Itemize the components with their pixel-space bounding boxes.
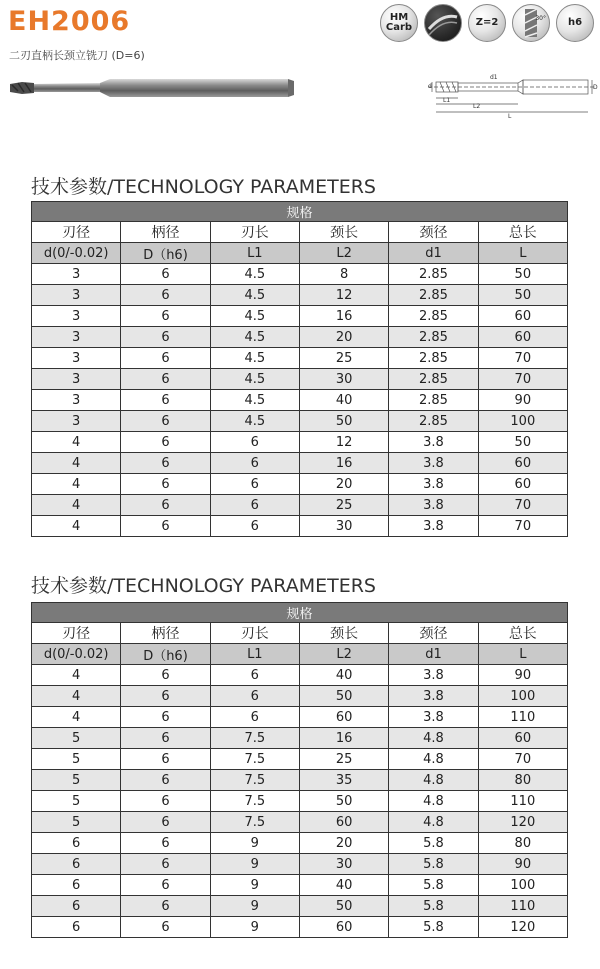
badge-angle-label: 30° (535, 15, 546, 22)
cell-neck-length: 60 (299, 812, 388, 833)
cell-neck-length: 40 (299, 390, 388, 411)
cell-neck-length: 16 (299, 306, 388, 327)
table-row (32, 306, 568, 327)
cell-shank-diameter: 6 (121, 432, 210, 453)
cell-shank-diameter: 6 (121, 348, 210, 369)
table-row (32, 495, 568, 516)
dim-L1-label: L1 (443, 97, 451, 104)
cell-flute-length: 4.5 (210, 390, 299, 411)
cell-shank-diameter: 6 (121, 686, 210, 707)
cell-flute-length: 4.5 (210, 327, 299, 348)
cell-neck-diameter: 4.8 (389, 728, 478, 749)
table-row (32, 327, 568, 348)
cell-overall-length: 110 (478, 791, 567, 812)
cell-flute-length: 7.5 (210, 749, 299, 770)
cell-flute-length: 6 (210, 665, 299, 686)
cell-overall-length: 70 (478, 749, 567, 770)
cell-flute-length: 4.5 (210, 306, 299, 327)
cell-overall-length: 100 (478, 686, 567, 707)
cell-cutting-diameter: 6 (32, 896, 121, 917)
header-neck-diameter: 颈径 (389, 623, 478, 644)
cell-overall-length: 80 (478, 770, 567, 791)
cell-cutting-diameter: 3 (32, 369, 121, 390)
header-flute-length: 刃长 (210, 623, 299, 644)
cell-shank-diameter: 6 (121, 896, 210, 917)
cell-neck-diameter: 5.8 (389, 896, 478, 917)
subheader-d: d(0/-0.02) (32, 243, 121, 264)
table-row (32, 474, 568, 495)
cell-overall-length: 100 (478, 411, 567, 432)
cell-cutting-diameter: 3 (32, 306, 121, 327)
cell-flute-length: 7.5 (210, 770, 299, 791)
cell-overall-length: 120 (478, 812, 567, 833)
parameters-title-1: 技术参数/TECHNOLOGY PARAMETERS (31, 176, 376, 198)
cell-shank-diameter: 6 (121, 707, 210, 728)
cell-shank-diameter: 6 (121, 854, 210, 875)
subheader-L: L (478, 644, 567, 665)
header-shank-diameter: 柄径 (121, 623, 210, 644)
cell-neck-length: 25 (299, 749, 388, 770)
cell-neck-diameter: 4.8 (389, 812, 478, 833)
cell-overall-length: 60 (478, 327, 567, 348)
cell-cutting-diameter: 4 (32, 707, 121, 728)
subheader-d1: d1 (389, 243, 478, 264)
cell-shank-diameter: 6 (121, 917, 210, 938)
cell-overall-length: 60 (478, 453, 567, 474)
end-mill-image (0, 70, 300, 120)
cell-neck-diameter: 3.8 (389, 474, 478, 495)
cell-cutting-diameter: 4 (32, 432, 121, 453)
spec-header: 规格 (32, 202, 568, 222)
header-neck-length: 颈长 (299, 623, 388, 644)
cell-overall-length: 70 (478, 348, 567, 369)
subheader-L1: L1 (210, 243, 299, 264)
cell-neck-diameter: 3.8 (389, 516, 478, 537)
table-row (32, 896, 568, 917)
cell-shank-diameter: 6 (121, 285, 210, 306)
cell-cutting-diameter: 3 (32, 348, 121, 369)
cell-neck-diameter: 2.85 (389, 411, 478, 432)
cell-flute-length: 6 (210, 453, 299, 474)
parameters-table-1 (31, 201, 568, 537)
cell-neck-diameter: 2.85 (389, 390, 478, 411)
cell-neck-length: 35 (299, 770, 388, 791)
cell-neck-length: 40 (299, 665, 388, 686)
spec-header: 规格 (32, 603, 568, 623)
cell-neck-diameter: 4.8 (389, 749, 478, 770)
dim-D-label: D (593, 84, 598, 91)
cell-shank-diameter: 6 (121, 770, 210, 791)
cell-shank-diameter: 6 (121, 264, 210, 285)
cell-neck-diameter: 3.8 (389, 453, 478, 474)
table-row (32, 665, 568, 686)
table-row (32, 833, 568, 854)
cell-overall-length: 60 (478, 306, 567, 327)
cell-cutting-diameter: 3 (32, 327, 121, 348)
table-row (32, 770, 568, 791)
cell-neck-length: 50 (299, 411, 388, 432)
cell-shank-diameter: 6 (121, 327, 210, 348)
cell-neck-length: 20 (299, 833, 388, 854)
cell-neck-diameter: 5.8 (389, 917, 478, 938)
cell-neck-length: 50 (299, 686, 388, 707)
cell-flute-length: 9 (210, 854, 299, 875)
cell-cutting-diameter: 3 (32, 411, 121, 432)
badge-hm-label: HM (389, 12, 409, 23)
cell-neck-diameter: 3.8 (389, 686, 478, 707)
cell-flute-length: 9 (210, 875, 299, 896)
cell-cutting-diameter: 3 (32, 390, 121, 411)
cell-flute-length: 6 (210, 686, 299, 707)
table-row (32, 728, 568, 749)
cell-overall-length: 70 (478, 516, 567, 537)
cell-shank-diameter: 6 (121, 495, 210, 516)
cell-neck-length: 30 (299, 516, 388, 537)
cell-flute-length: 9 (210, 917, 299, 938)
header-cutting-diameter: 刃径 (32, 222, 121, 243)
dim-L2-label: L2 (473, 103, 481, 110)
cell-neck-diameter: 5.8 (389, 833, 478, 854)
header-cutting-diameter: 刃径 (32, 623, 121, 644)
table-row (32, 390, 568, 411)
table-row (32, 369, 568, 390)
badge-carb-label: Carb (385, 22, 413, 33)
table-row (32, 686, 568, 707)
cell-neck-length: 8 (299, 264, 388, 285)
dim-d1-label: d1 (490, 74, 498, 81)
subheader-d1: d1 (389, 644, 478, 665)
cell-neck-diameter: 5.8 (389, 875, 478, 896)
cell-neck-diameter: 4.8 (389, 791, 478, 812)
cell-neck-length: 30 (299, 854, 388, 875)
cell-cutting-diameter: 4 (32, 453, 121, 474)
cell-shank-diameter: 6 (121, 728, 210, 749)
cell-shank-diameter: 6 (121, 875, 210, 896)
cell-flute-length: 9 (210, 833, 299, 854)
cell-overall-length: 110 (478, 707, 567, 728)
table-row (32, 516, 568, 537)
cell-flute-length: 7.5 (210, 728, 299, 749)
cell-flute-length: 6 (210, 474, 299, 495)
cell-neck-diameter: 5.8 (389, 854, 478, 875)
cell-flute-length: 6 (210, 707, 299, 728)
cell-cutting-diameter: 6 (32, 875, 121, 896)
cell-neck-length: 25 (299, 348, 388, 369)
cell-overall-length: 90 (478, 665, 567, 686)
helix-surface-badge (424, 4, 462, 42)
cell-neck-length: 12 (299, 285, 388, 306)
header-shank-diameter: 柄径 (121, 222, 210, 243)
cell-neck-length: 50 (299, 896, 388, 917)
badge-h6-label: h6 (567, 17, 583, 28)
parameters-title-2: 技术参数/TECHNOLOGY PARAMETERS (31, 575, 376, 597)
header-neck-length: 颈长 (299, 222, 388, 243)
cell-cutting-diameter: 4 (32, 516, 121, 537)
cell-cutting-diameter: 6 (32, 854, 121, 875)
subheader-d: d(0/-0.02) (32, 644, 121, 665)
table-row (32, 917, 568, 938)
cell-cutting-diameter: 5 (32, 728, 121, 749)
cell-shank-diameter: 6 (121, 665, 210, 686)
cell-shank-diameter: 6 (121, 812, 210, 833)
subheader-D: D（h6) (121, 243, 210, 264)
subheader-L2: L2 (299, 243, 388, 264)
cell-shank-diameter: 6 (121, 749, 210, 770)
cell-cutting-diameter: 5 (32, 812, 121, 833)
dim-d-label: d (428, 83, 432, 90)
cell-neck-length: 50 (299, 791, 388, 812)
table-row (32, 264, 568, 285)
helix-angle-badge (512, 4, 550, 42)
cell-neck-diameter: 4.8 (389, 770, 478, 791)
cell-overall-length: 60 (478, 474, 567, 495)
cell-flute-length: 7.5 (210, 812, 299, 833)
parameters-table-2 (31, 602, 568, 938)
table-row (32, 854, 568, 875)
header-flute-length: 刃长 (210, 222, 299, 243)
cell-cutting-diameter: 3 (32, 285, 121, 306)
cell-shank-diameter: 6 (121, 306, 210, 327)
cell-shank-diameter: 6 (121, 369, 210, 390)
technical-drawing (428, 70, 598, 120)
cell-overall-length: 70 (478, 369, 567, 390)
cell-shank-diameter: 6 (121, 516, 210, 537)
cell-flute-length: 4.5 (210, 285, 299, 306)
header-neck-diameter: 颈径 (389, 222, 478, 243)
table-row (32, 432, 568, 453)
flute-count-badge (468, 4, 506, 42)
cell-neck-length: 25 (299, 495, 388, 516)
cell-neck-length: 16 (299, 453, 388, 474)
cell-flute-length: 4.5 (210, 264, 299, 285)
cell-flute-length: 6 (210, 432, 299, 453)
cell-overall-length: 60 (478, 728, 567, 749)
cell-overall-length: 90 (478, 854, 567, 875)
table-row (32, 285, 568, 306)
cell-flute-length: 6 (210, 516, 299, 537)
cell-neck-diameter: 2.85 (389, 348, 478, 369)
cell-neck-diameter: 2.85 (389, 264, 478, 285)
product-subtitle: 二刃直柄长颈立铣刀 (D=6) (9, 49, 145, 62)
product-model: EH2006 (8, 6, 131, 37)
cell-cutting-diameter: 4 (32, 474, 121, 495)
cell-neck-diameter: 2.85 (389, 306, 478, 327)
cell-overall-length: 80 (478, 833, 567, 854)
cell-overall-length: 50 (478, 264, 567, 285)
cell-neck-length: 20 (299, 474, 388, 495)
subheader-L2: L2 (299, 644, 388, 665)
cell-shank-diameter: 6 (121, 791, 210, 812)
cell-neck-length: 60 (299, 917, 388, 938)
table-row (32, 411, 568, 432)
cell-cutting-diameter: 6 (32, 917, 121, 938)
cell-shank-diameter: 6 (121, 833, 210, 854)
cell-neck-diameter: 3.8 (389, 495, 478, 516)
cell-cutting-diameter: 5 (32, 770, 121, 791)
header-overall-length: 总长 (478, 623, 567, 644)
tolerance-badge (556, 4, 594, 42)
cell-cutting-diameter: 4 (32, 665, 121, 686)
cell-cutting-diameter: 3 (32, 264, 121, 285)
cell-shank-diameter: 6 (121, 453, 210, 474)
cell-neck-length: 40 (299, 875, 388, 896)
cell-cutting-diameter: 4 (32, 495, 121, 516)
helix-lines-icon (425, 5, 461, 41)
cell-cutting-diameter: 6 (32, 833, 121, 854)
hm-carbide-badge (380, 4, 418, 42)
cell-flute-length: 7.5 (210, 791, 299, 812)
cell-neck-diameter: 2.85 (389, 285, 478, 306)
cell-cutting-diameter: 4 (32, 686, 121, 707)
cell-overall-length: 90 (478, 390, 567, 411)
cell-overall-length: 50 (478, 285, 567, 306)
table-row (32, 707, 568, 728)
cell-flute-length: 6 (210, 495, 299, 516)
table-row (32, 749, 568, 770)
dim-L-label: L (508, 113, 512, 120)
cell-neck-length: 60 (299, 707, 388, 728)
cell-neck-diameter: 3.8 (389, 432, 478, 453)
cell-flute-length: 9 (210, 896, 299, 917)
subheader-L1: L1 (210, 644, 299, 665)
cell-overall-length: 70 (478, 495, 567, 516)
table-row (32, 791, 568, 812)
cell-cutting-diameter: 5 (32, 749, 121, 770)
cell-neck-length: 16 (299, 728, 388, 749)
cell-shank-diameter: 6 (121, 390, 210, 411)
badge-flute-label: Z=2 (475, 17, 499, 28)
cell-shank-diameter: 6 (121, 411, 210, 432)
table-row (32, 453, 568, 474)
cell-overall-length: 100 (478, 875, 567, 896)
cell-neck-diameter: 3.8 (389, 665, 478, 686)
cell-overall-length: 50 (478, 432, 567, 453)
table-row (32, 348, 568, 369)
cell-neck-length: 12 (299, 432, 388, 453)
cell-neck-diameter: 2.85 (389, 327, 478, 348)
cell-shank-diameter: 6 (121, 474, 210, 495)
cell-neck-length: 20 (299, 327, 388, 348)
cell-neck-length: 30 (299, 369, 388, 390)
cell-neck-diameter: 3.8 (389, 707, 478, 728)
subheader-D: D（h6) (121, 644, 210, 665)
cell-flute-length: 4.5 (210, 369, 299, 390)
cell-flute-length: 4.5 (210, 348, 299, 369)
cell-cutting-diameter: 5 (32, 791, 121, 812)
subheader-L: L (478, 243, 567, 264)
header-overall-length: 总长 (478, 222, 567, 243)
cell-overall-length: 110 (478, 896, 567, 917)
table-row (32, 875, 568, 896)
cell-flute-length: 4.5 (210, 411, 299, 432)
table-row (32, 812, 568, 833)
cell-neck-diameter: 2.85 (389, 369, 478, 390)
cell-overall-length: 120 (478, 917, 567, 938)
